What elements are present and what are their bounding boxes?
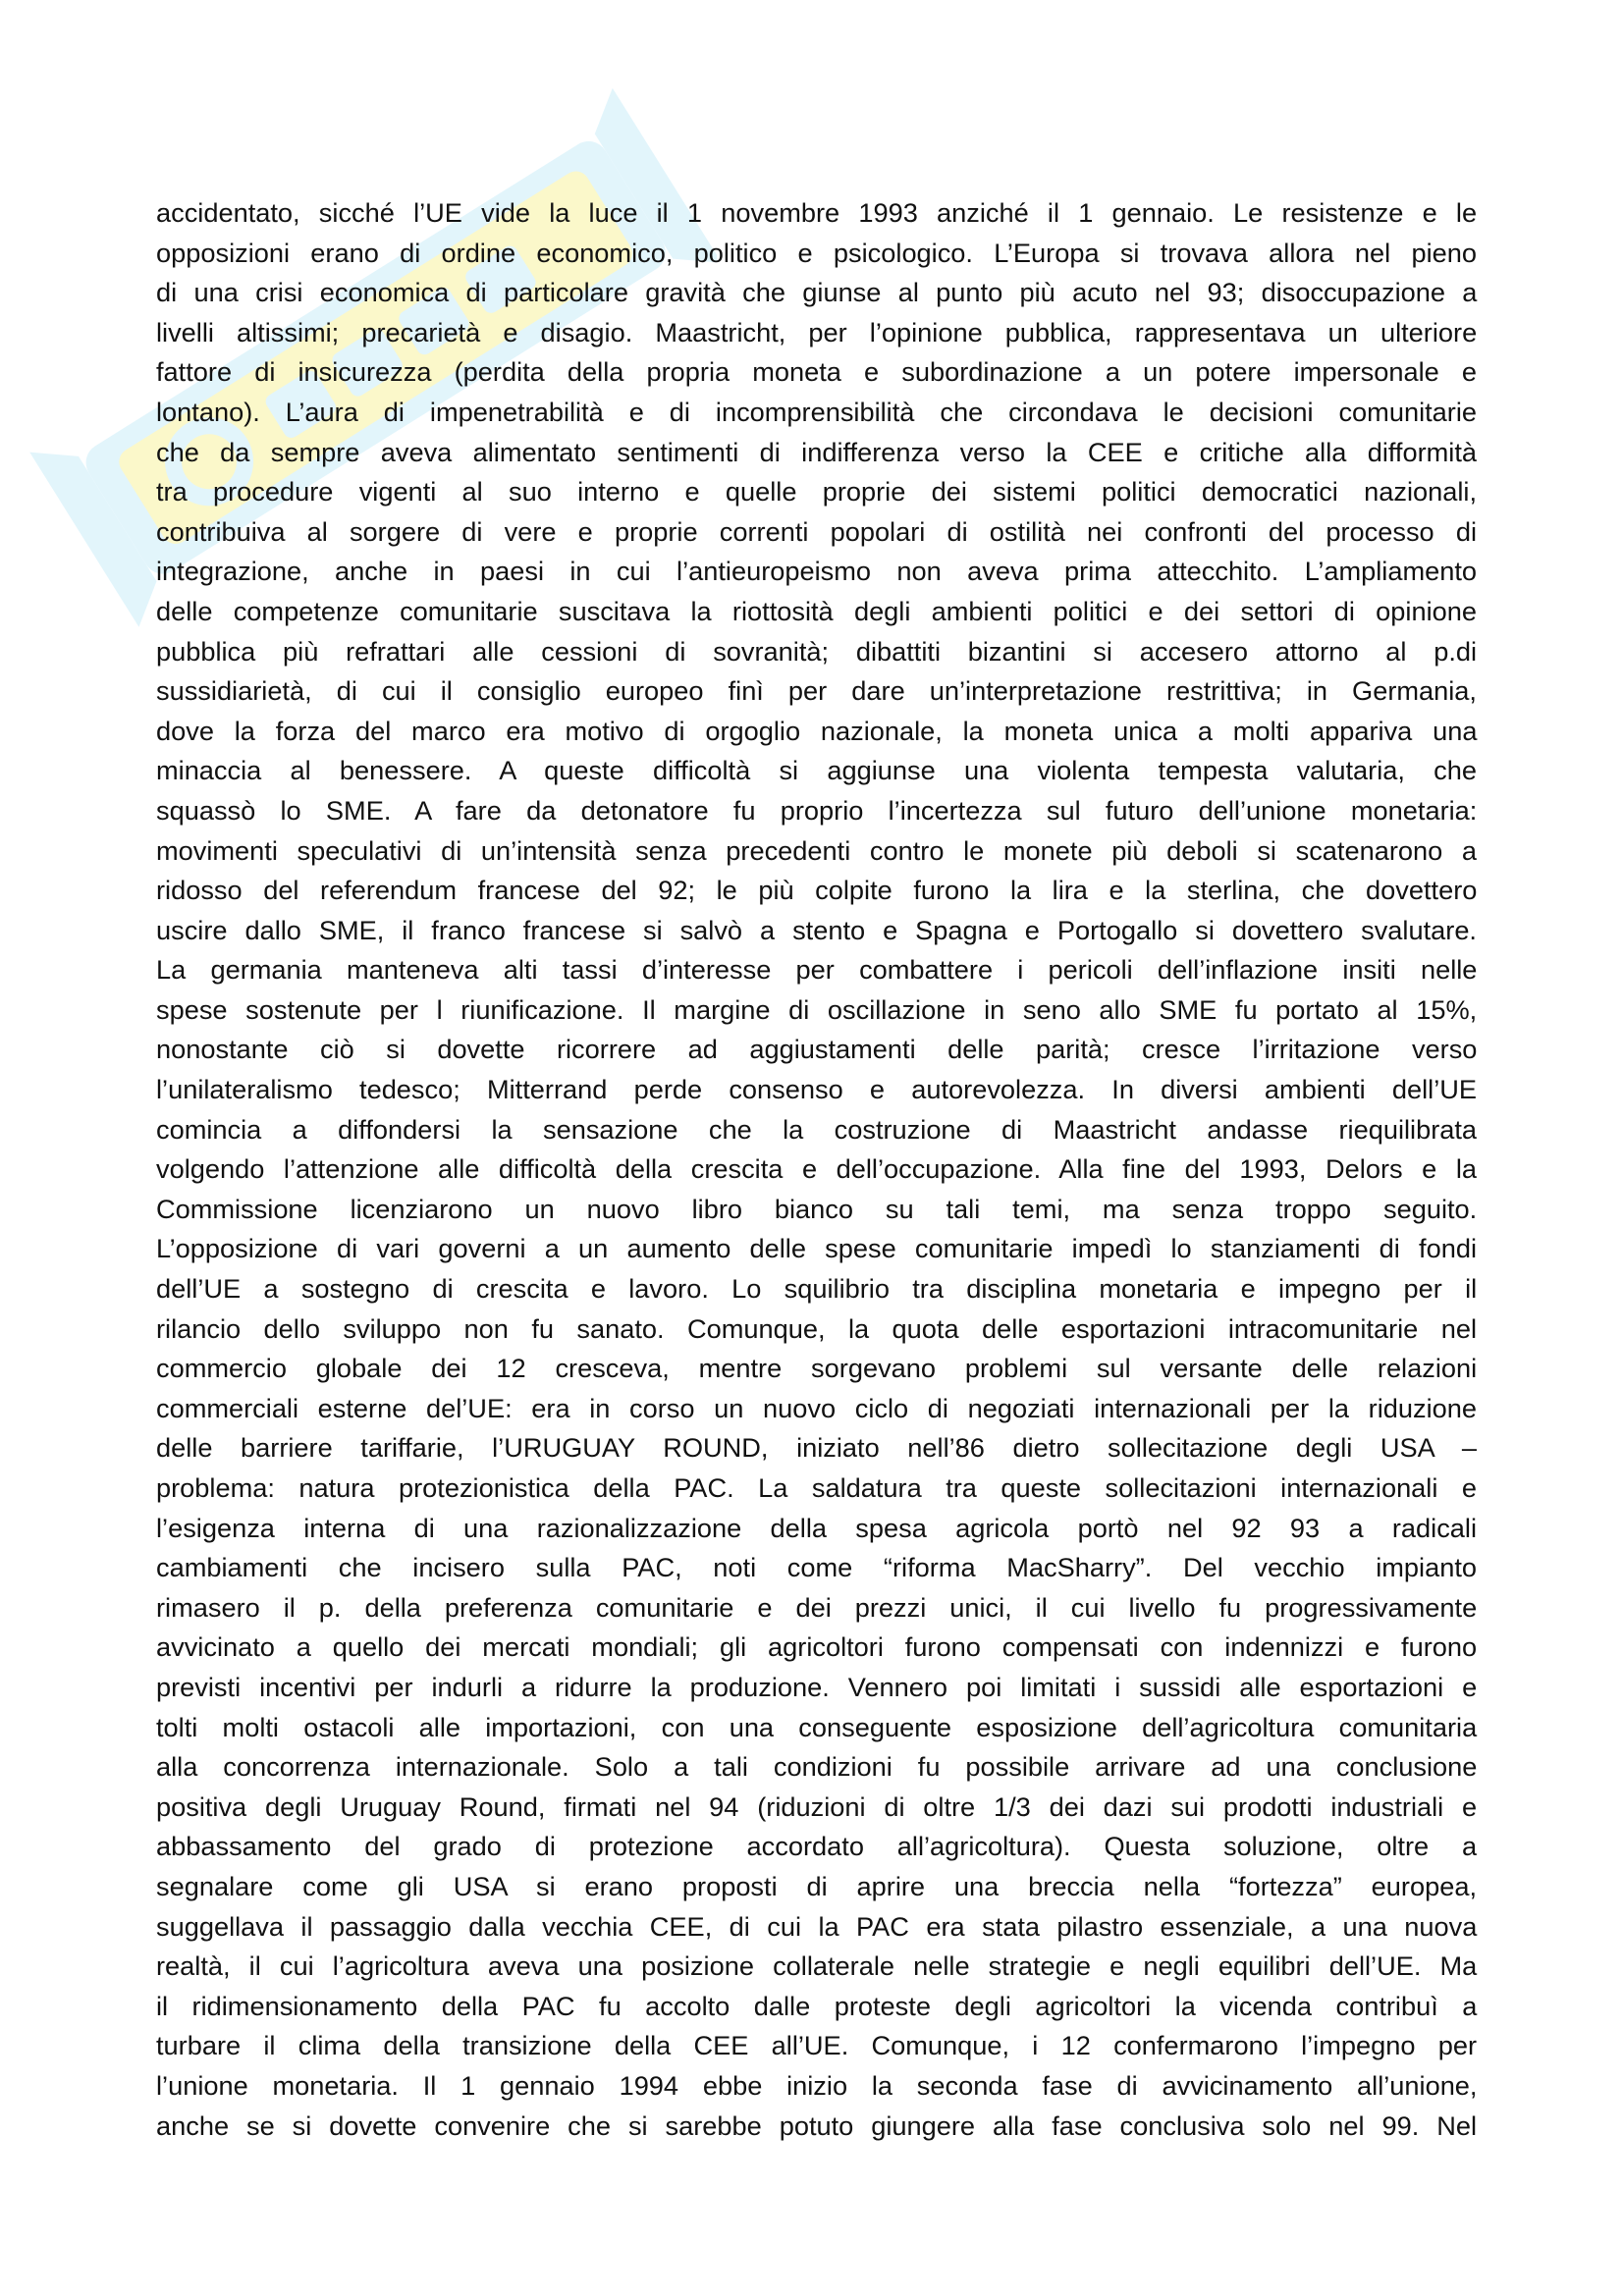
text-line: lontano). L’aura di impenetrabilità e di incomprensibilità che circondava le decisioni comunitarie [156, 396, 1477, 427]
text-line: pubblica più refrattari alle cessioni di sovranità; dibattiti bizantini si accesero attorno al p.di [156, 635, 1478, 667]
text-line: sussidiarietà, di cui il consiglio europeo finì per dare un’interpretazione restrittiva; in Germania, [156, 675, 1477, 707]
document-body [156, 193, 1477, 2146]
text-line: comincia a diffondersi la sensazione che la costruzione di Maastricht andasse riequilibrata [156, 1113, 1478, 1145]
text-line: problema: natura protezionistica della PAC. La saldatura tra queste sollecitazioni internazionali e [156, 1472, 1477, 1503]
text-line: turbare il clima della transizione della CEE all’UE. Comunque, i 12 confermarono l’impegno per [156, 2030, 1477, 2061]
text-line: previsti incentivi per indurli a ridurre la produzione. Vennero poi limitati i sussidi alle esportazioni e [156, 1671, 1478, 1702]
text-line: delle competenze comunitarie suscitava la riottosità degli ambienti politici e dei settori di opinione [156, 595, 1477, 626]
text-line: rilancio dello sviluppo non fu sanato. Comunque, la quota delle esportazioni intracomunitarie nel [156, 1312, 1477, 1344]
text-line: avvicinato a quello dei mercati mondiali; gli agricoltori furono compensati con indennizzi e furono [156, 1631, 1478, 1663]
text-line: movimenti speculativi di un’intensità senza precedenti contro le monete più deboli si scatenarono a [156, 834, 1477, 866]
text-line: anche se si dovette convenire che si sarebbe potuto giungere alla fase conclusiva solo nel 99. Nel [156, 2109, 1477, 2141]
text-line: il ridimensionamento della PAC fu accolto dalle proteste degli agricoltori la vicenda contribuì a [156, 1990, 1478, 2021]
text-line: livelli altissimi; precarietà e disagio. Maastricht, per l’opinione pubblica, rappresentava un ulteriore [156, 316, 1478, 347]
text-line: uscire dallo SME, il franco francese si salvò a stento e Spagna e Portogallo si dovettero svalutare. [156, 914, 1477, 945]
text-line: dove la forza del marco era motivo di orgoglio nazionale, la moneta unica a molti appariva una [156, 715, 1478, 746]
text-line: tolti molti ostacoli alle importazioni, con una conseguente esposizione dell’agricoltura comunitaria [156, 1711, 1478, 1742]
text-line: ridosso del referendum francese del 92; le più colpite furono la lira e la sterlina, che dovettero [156, 875, 1478, 906]
text-line: l’unione monetaria. Il 1 gennaio 1994 ebbe inizio la seconda fase di avvicinamento all’unione, [156, 2069, 1478, 2101]
text-line: L’opposizione di vari governi a un aumento delle spese comunitarie impedì lo stanziamenti di fondi [156, 1233, 1477, 1264]
text-line: nonostante ciò si dovette ricorrere ad aggiustamenti delle parità; cresce l’irritazione verso [156, 1034, 1478, 1065]
text-line: cambiamenti che incisero sulla PAC, noti come “riforma MacSharry”. Del vecchio impianto [156, 1552, 1477, 1583]
text-line: tra procedure vigenti al suo interno e quelle proprie dei sistemi politici democratici nazionali, [156, 476, 1477, 507]
text-line: La germania manteneva alti tassi d’interesse per combattere i pericoli dell’inflazione insiti nelle [156, 954, 1478, 986]
text-line: volgendo l’attenzione alle difficoltà della crescita e dell’occupazione. Alla fine del 1993, Delors e la [156, 1153, 1477, 1185]
text-line: Commissione licenziarono un nuovo libro bianco su tali temi, ma senza troppo seguito. [156, 1193, 1478, 1224]
text-line: alla concorrenza internazionale. Solo a tali condizioni fu possibile arrivare ad una conclusione [156, 1751, 1478, 1783]
text-line: accidentato, sicché l’UE vide la luce il 1 novembre 1993 anziché il 1 gennaio. Le resistenze e le [156, 197, 1478, 228]
text-line: che da sempre aveva alimentato sentimenti di indifferenza verso la CEE e critiche alla difformità [156, 436, 1478, 467]
text-line: l’unilateralismo tedesco; Mitterrand perde consenso e autorevolezza. In diversi ambienti dell’UE [156, 1074, 1477, 1105]
text-line: suggellava il passaggio dalla vecchia CEE, di cui la PAC era stata pilastro essenziale, a una nuova [156, 1910, 1478, 1942]
text-line: abbassamento del grado di protezione accordato all’agricoltura). Questa soluzione, oltre a [156, 1831, 1478, 1862]
text-line: positiva degli Uruguay Round, firmati nel 94 (riduzioni di oltre 1/3 dei dazi sui prodotti industriali e [156, 1790, 1478, 1822]
text-line: squassò lo SME. A fare da detonatore fu proprio l’incertezza sul futuro dell’unione monetaria: [156, 794, 1478, 826]
text-line: contribuiva al sorgere di vere e proprie correnti popolari di ostilità nei confronti del processo di [156, 515, 1477, 547]
text-line: commerciali esterne del’UE: era in corso un nuovo ciclo di negoziati internazionali per la riduzione [156, 1392, 1477, 1423]
text-line: segnalare come gli USA si erano proposti di aprire una breccia nella “fortezza” europea, [156, 1870, 1477, 1901]
text-line: rimasero il p. della preferenza comunitarie e dei prezzi unici, il cui livello fu progressivamente [156, 1591, 1478, 1623]
text-line: l’esigenza interna di una razionalizzazione della spesa agricola portò nel 92 93 a radicali [156, 1512, 1477, 1543]
text-line: delle barriere tariffarie, l’URUGUAY ROUND, iniziato nell’86 dietro sollecitazione degli USA – [156, 1432, 1477, 1464]
text-line: opposizioni erano di ordine economico, politico e psicologico. L’Europa si trovava allora nel pieno [156, 237, 1477, 268]
text-line: minaccia al benessere. A queste difficoltà si aggiunse una violenta tempesta valutaria, che [156, 755, 1477, 786]
text-line: dell’UE a sostegno di crescita e lavoro. Lo squilibrio tra disciplina monetaria e impegno per il [156, 1273, 1478, 1305]
text-line: fattore di insicurezza (perdita della propria moneta e subordinazione a un potere impersonale e [156, 356, 1477, 388]
text-line: spese sostenute per l riunificazione. Il margine di oscillazione in seno allo SME fu portato al 15%, [156, 993, 1478, 1025]
text-line: integrazione, anche in paesi in cui l’antieuropeismo non aveva prima attecchito. L’ampliamento [156, 556, 1478, 587]
text-line: realtà, il cui l’agricoltura aveva una posizione collaterale nelle strategie e negli equilibri dell’UE. Ma [156, 1950, 1478, 1982]
text-line: commercio globale dei 12 cresceva, mentre sorgevano problemi sul versante delle relazioni [156, 1353, 1478, 1384]
text-line: di una crisi economica di particolare gravità che giunse al punto più acuto nel 93; disoccupazione a [156, 277, 1478, 308]
